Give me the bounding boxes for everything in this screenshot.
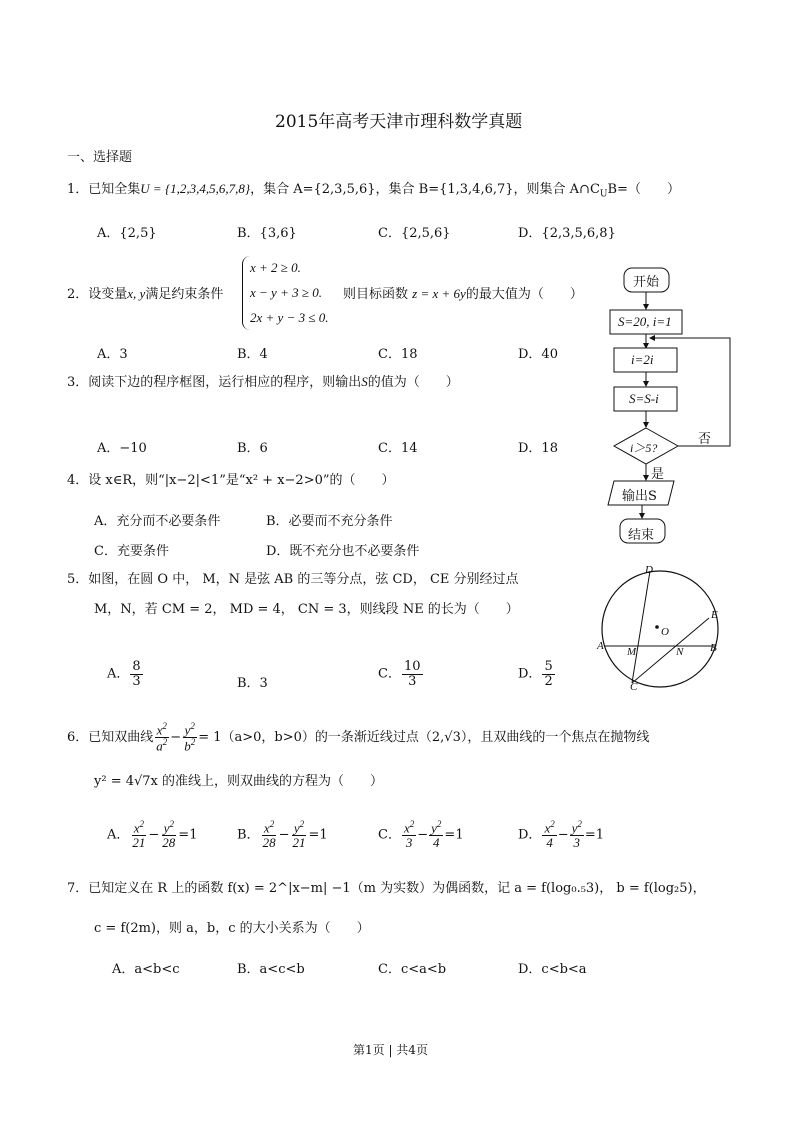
label-c: C: [630, 681, 638, 693]
flow-end-label: 结束: [628, 528, 655, 543]
q3-option-d: D．18: [518, 441, 558, 456]
q1-option-d: D．{2,3,5,6,8}: [518, 226, 616, 241]
label-a: A: [597, 640, 604, 652]
question-2-tail: 则目标函数 z = x + 6y的最大值为（ ）: [343, 286, 583, 302]
flow-step2-label: S=S-i: [629, 391, 659, 406]
center-point: [655, 625, 659, 629]
question-1: 1．已知全集U = {1,2,3,4,5,6,7,8}，集合 A={2,3,5,6}，集合 B={1,3,4,6,7}，则集合 $A\cap C_UB=$（ ）: [67, 181, 680, 200]
q2-option-c: C．18: [378, 347, 418, 362]
flowchart: [600, 262, 740, 552]
q5-option-d: D． $\frac{5}{2}$: [518, 659, 553, 689]
q6-option-d: D． $\frac{x^2}{4}$ − $\frac{y^2}{3}$ =1: [518, 819, 605, 850]
q5-option-c: C． $\frac{10}{3}$: [378, 659, 421, 689]
label-n: N: [676, 646, 684, 658]
question-7-line1: 7．已知定义在 R 上的函数 f(x) = 2^|x−m| −1（m 为实数）为偶函数，记 a = f(log₀.₅3)， b = f(log₂5)，: [67, 881, 706, 896]
constraint-1: x + 2 ≥ 0.: [250, 260, 301, 275]
question-6-line2: y² = 4√7x 的准线上，则双曲线的方程为（ ）: [94, 774, 384, 789]
page-footer: 第1页 | 共4页: [353, 1043, 428, 1057]
q7-option-b: B．a<c<b: [237, 962, 305, 977]
q7-option-c: C．c<a<b: [378, 962, 447, 977]
question-5-line1: 5．如图，在圆 O 中， M，N 是弦 AB 的三等分点，弦 CD， CE 分别经过点: [67, 572, 519, 587]
question-6-line1: 6．已知双曲线 $\frac{x^2}{a^2}$ − $\frac{y^2}{b^2}$ = 1（a>0，b>0）的一条渐近线过点（2,√3），且双曲线的一个焦点在抛物线: [67, 721, 650, 754]
q1-option-a: A．{2,5}: [97, 226, 157, 241]
q2-option-a: A．3: [97, 347, 128, 362]
flow-no-label: 否: [698, 432, 712, 447]
flow-step1-label: i=2i: [631, 352, 654, 367]
label-m: M: [627, 646, 637, 658]
flow-yes-label: 是: [651, 467, 665, 482]
question-4: 4．设 x∈R，则“|x−2|<1”是“x² + x−2>0”的（ ）: [67, 473, 395, 488]
label-o: O: [661, 626, 669, 638]
q7-option-d: D．c<b<a: [518, 962, 587, 977]
q4-option-b: B．必要而不充分条件: [266, 514, 393, 529]
question-5-line2: M，N，若 CM = 2， MD = 4， CN = 3，则线段 NE 的长为（ ）: [94, 602, 519, 617]
question-2-lead: 2．设变量x, y满足约束条件: [67, 286, 224, 302]
q3-option-a: A．−10: [97, 441, 147, 456]
constraint-2: x − y + 3 ≥ 0.: [250, 285, 322, 300]
q5-option-b: B．3: [237, 676, 268, 691]
q6-option-c: C． $\frac{x^2}{3}$ − $\frac{y^2}{4}$ =1: [378, 819, 464, 850]
q7-option-a: A．a<b<c: [112, 962, 180, 977]
q6-option-a: A． $\frac{x^2}{21}$ − $\frac{y^2}{28}$ =1: [107, 819, 198, 850]
flow-init-label: S=20, i=1: [618, 314, 672, 329]
section-heading: 一、选择题: [67, 150, 133, 165]
page-title: 2015年高考天津市理科数学真题: [275, 112, 523, 132]
question-7-line2: c = f(2m)，则 a，b，c 的大小关系为（ ）: [94, 921, 370, 936]
q2-option-b: B．4: [237, 347, 268, 362]
q4-option-a: A．充分而不必要条件: [94, 514, 221, 529]
q4-option-d: D．既不充分也不必要条件: [266, 544, 420, 559]
q2-option-d: D．40: [518, 347, 558, 362]
q1-option-b: B．{3,6}: [237, 226, 297, 241]
constraint-3: 2x + y − 3 ≤ 0.: [250, 310, 329, 325]
circle-o: [602, 571, 718, 687]
flow-cond-label: i＞5?: [630, 441, 658, 455]
question-3: 3．阅读下边的程序框图，运行相应的程序，则输出S的值为（ ）: [67, 374, 459, 390]
q4-option-c: C．充要条件: [94, 544, 169, 559]
q3-option-b: B．6: [237, 441, 268, 456]
flow-start-label: 开始: [633, 275, 660, 290]
flow-output-label: 输出S: [622, 489, 657, 504]
q5-option-a: A． $\frac{8}{3}$: [107, 659, 141, 689]
q1-option-c: C．{2,5,6}: [378, 226, 451, 241]
chord-cd: [632, 571, 650, 683]
label-e: E: [711, 609, 718, 621]
label-d: D: [645, 564, 653, 576]
q3-option-c: C．14: [378, 441, 418, 456]
q6-option-b: B． $\frac{x^2}{28}$ − $\frac{y^2}{21}$ =1: [237, 819, 328, 850]
label-b: B: [710, 642, 717, 654]
